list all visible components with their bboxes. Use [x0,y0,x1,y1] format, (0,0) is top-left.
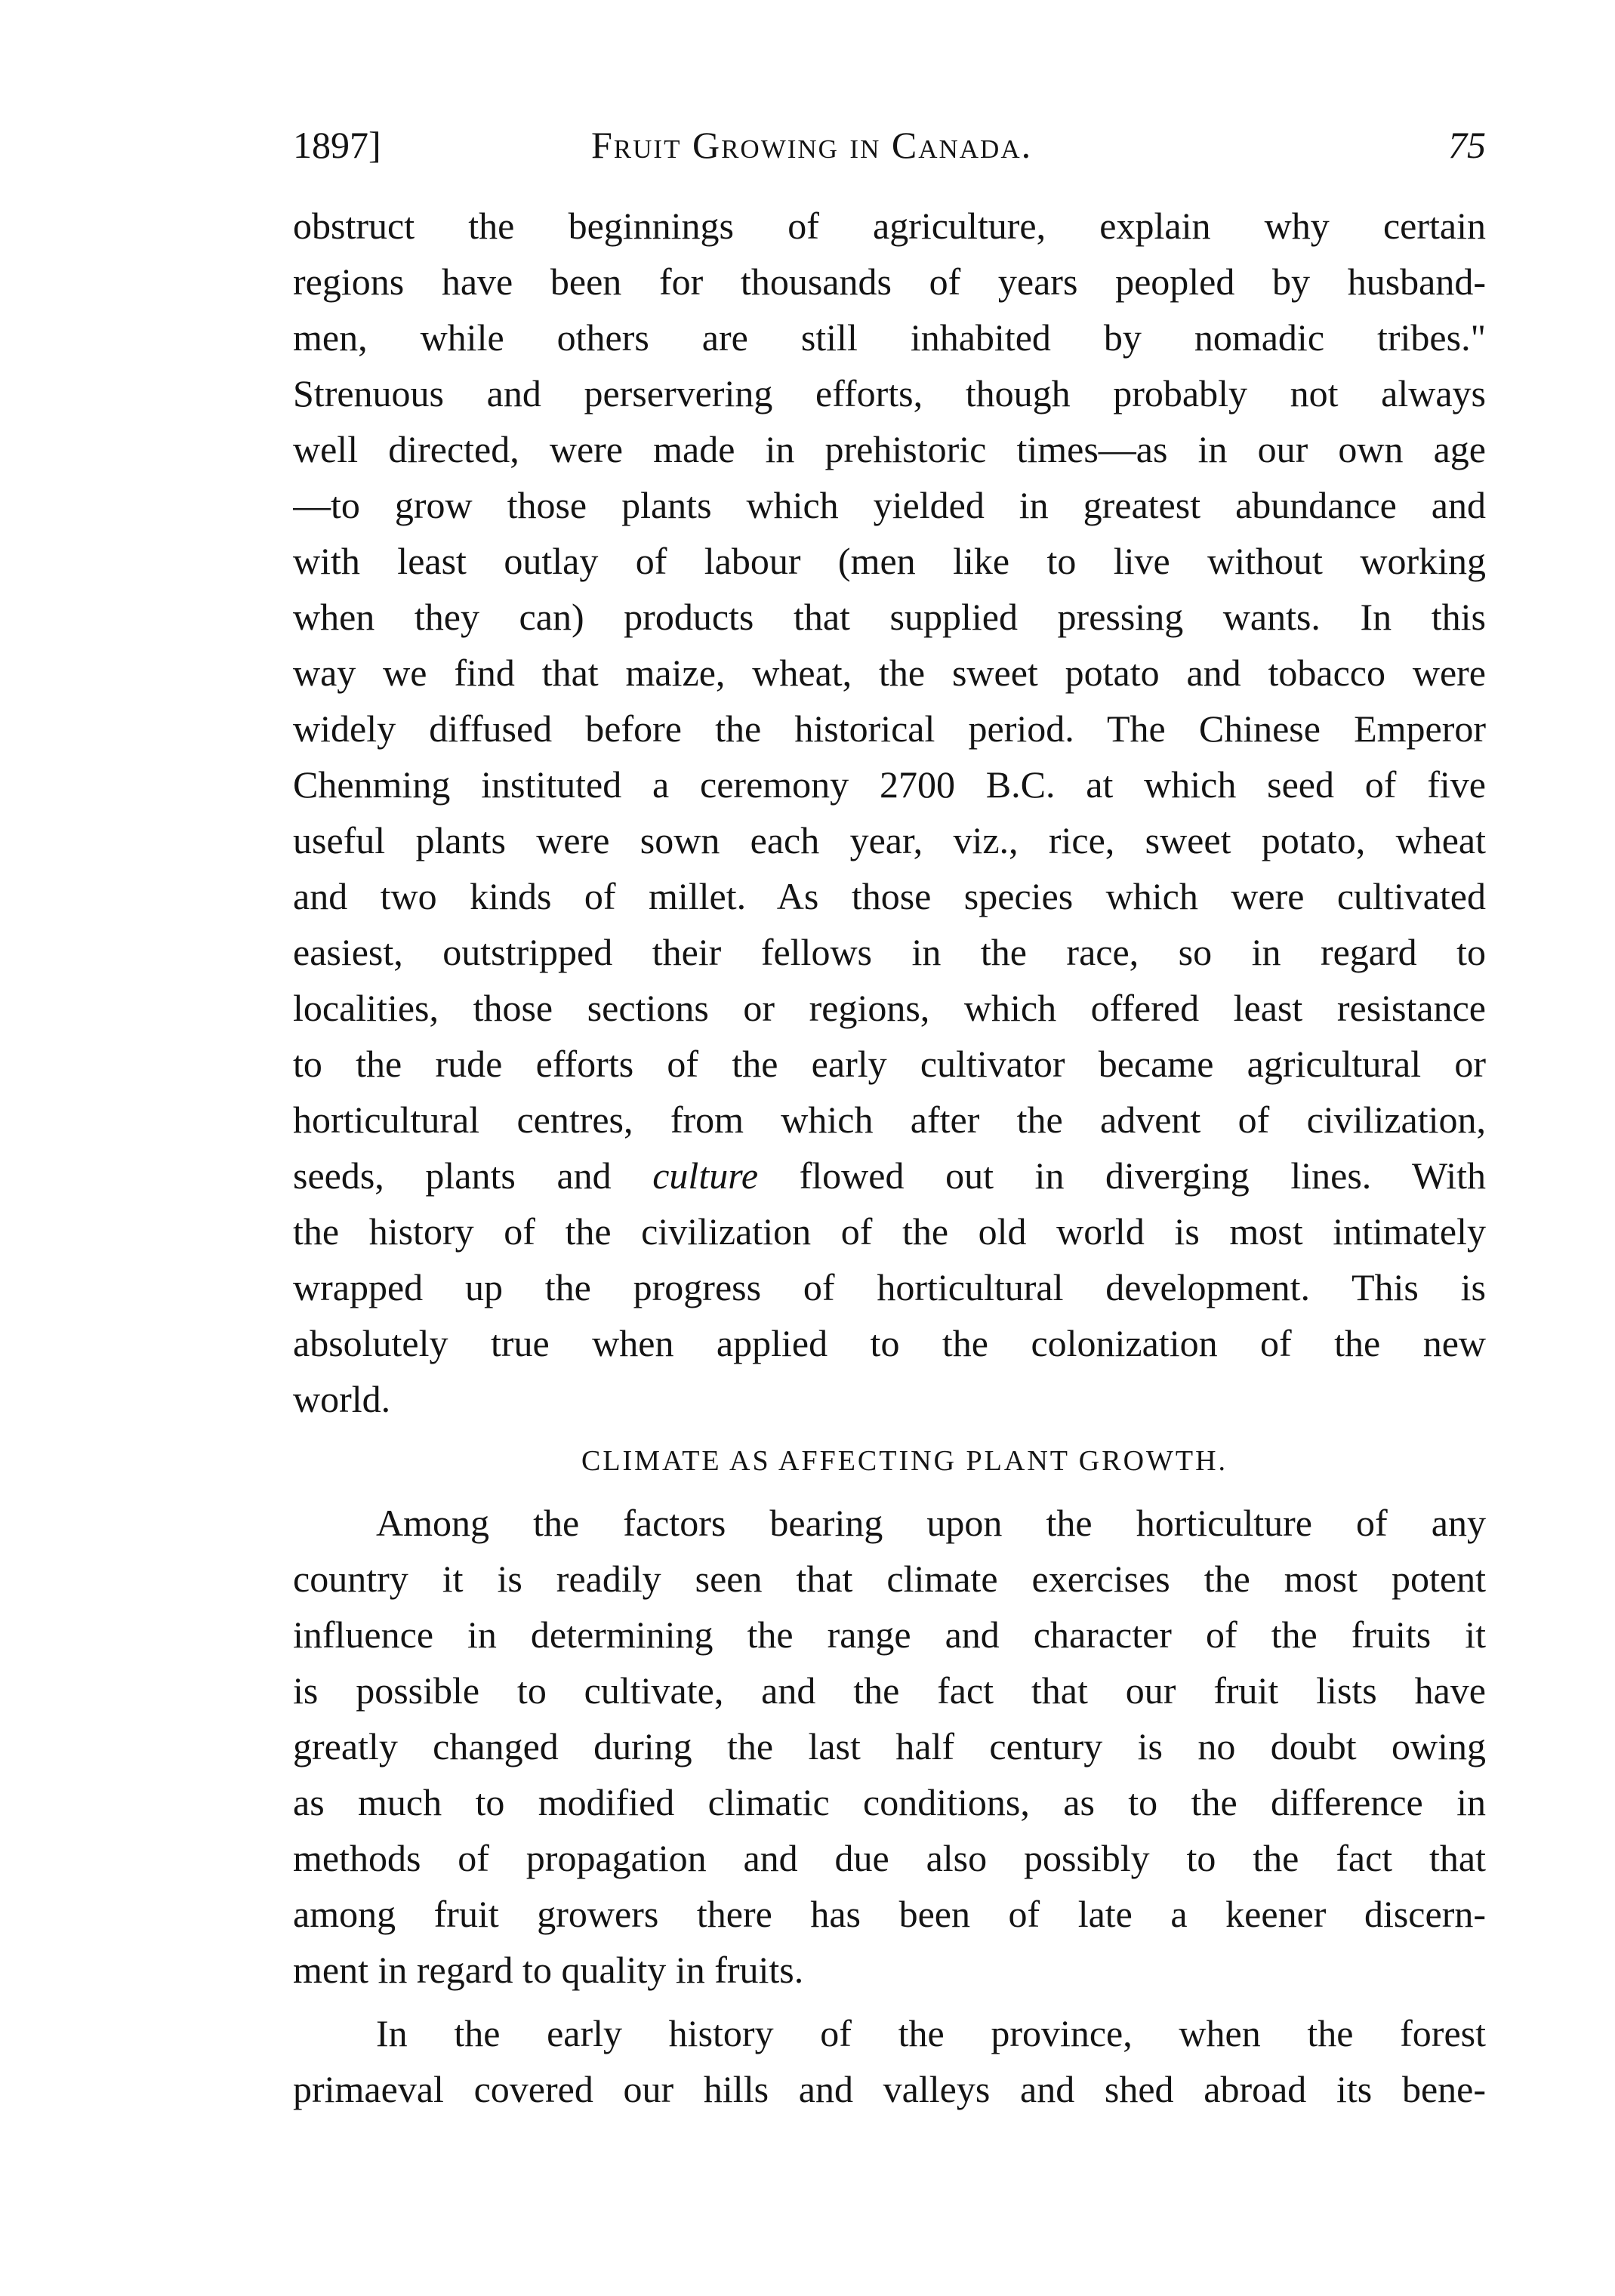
section-heading: CLIMATE AS AFFECTING PLANT GROWTH. [581,1445,1228,1477]
text-line: when they can) products that supplied pressing wants. In this [293,596,1486,638]
text-line: men, while others are still inhabited by nomadic tribes." [293,316,1486,359]
running-header [293,115,1486,175]
text-line: horticultural centres, from which after the advent of civilization, [293,1099,1486,1141]
text-line: localities, those sections or regions, which offered least resistance [293,987,1486,1029]
text-line: methods of propagation and due also possibly to the fact that [293,1837,1486,1879]
text-line: useful plants were sown each year, viz., rice, sweet potato, wheat [293,819,1486,861]
text-line: easiest, outstripped their fellows in the race, so in regard to [293,931,1486,973]
text-line: to the rude efforts of the early cultivator became agricultural or [293,1043,1486,1085]
text-line: In the early history of the province, when the forest [376,2012,1486,2054]
text-line: as much to modified climatic conditions, as to the difference in [293,1781,1486,1823]
text-line: ment in regard to quality in fruits. [293,1949,804,1991]
text-line: world. [293,1378,391,1420]
body-text [293,198,1486,2117]
text-line: the history of the civilization of the old world is most intimately [293,1210,1486,1253]
text-line: widely diffused before the historical period. The Chinese Emperor [293,707,1486,750]
paragraph-gap [293,1998,1486,2005]
text-line: influence in determining the range and character of the fruits it [293,1613,1486,1656]
italic-word-culture: culture [652,1154,759,1197]
paragraph-1 [293,198,1486,1427]
text-line: Strenuous and perservering efforts, though probably not always [293,372,1486,415]
text-line: and two kinds of millet. As those species which were cultivated [293,875,1486,917]
text-segment: flowed out in diverging lines. With [758,1154,1486,1197]
text-line: obstruct the beginnings of agriculture, explain why certain [293,205,1486,247]
text-line: Among the factors bearing upon the horticulture of any [376,1502,1486,1544]
text-line: with least outlay of labour (men like to live without working [293,540,1486,582]
page-number: 75 [1448,124,1486,166]
text-line: way we find that maize, wheat, the sweet potato and tobacco were [293,652,1486,694]
text-line-culture [293,1148,1486,1203]
header-year: 1897] [293,124,381,166]
text-segment: seeds, plants and [293,1154,653,1197]
text-line: —to grow those plants which yielded in greatest abundance and [293,484,1486,526]
text-line: primaeval covered our hills and valleys and shed abroad its bene- [293,2068,1486,2110]
paragraph-2 [293,1495,1486,1998]
text-line: among fruit growers there has been of late a keener discern- [293,1893,1486,1935]
text-line: regions have been for thousands of years peopled by husband- [293,260,1486,303]
text-line: wrapped up the progress of horticultural development. This is [293,1266,1486,1308]
text-line: country it is readily seen that climate exercises the most potent [293,1558,1486,1600]
paragraph-3 [293,2005,1486,2117]
text-line: Chenming instituted a ceremony 2700 B.C. at which seed of five [293,763,1486,806]
text-line: is possible to cultivate, and the fact that our fruit lists have [293,1669,1486,1712]
header-title: Fruit Growing in Canada. [591,124,1033,166]
text-line: greatly changed during the last half century is no doubt owing [293,1725,1486,1767]
text-line: absolutely true when applied to the colonization of the new [293,1322,1486,1364]
text-line: well directed, were made in prehistoric times—as in our own age [293,428,1486,470]
